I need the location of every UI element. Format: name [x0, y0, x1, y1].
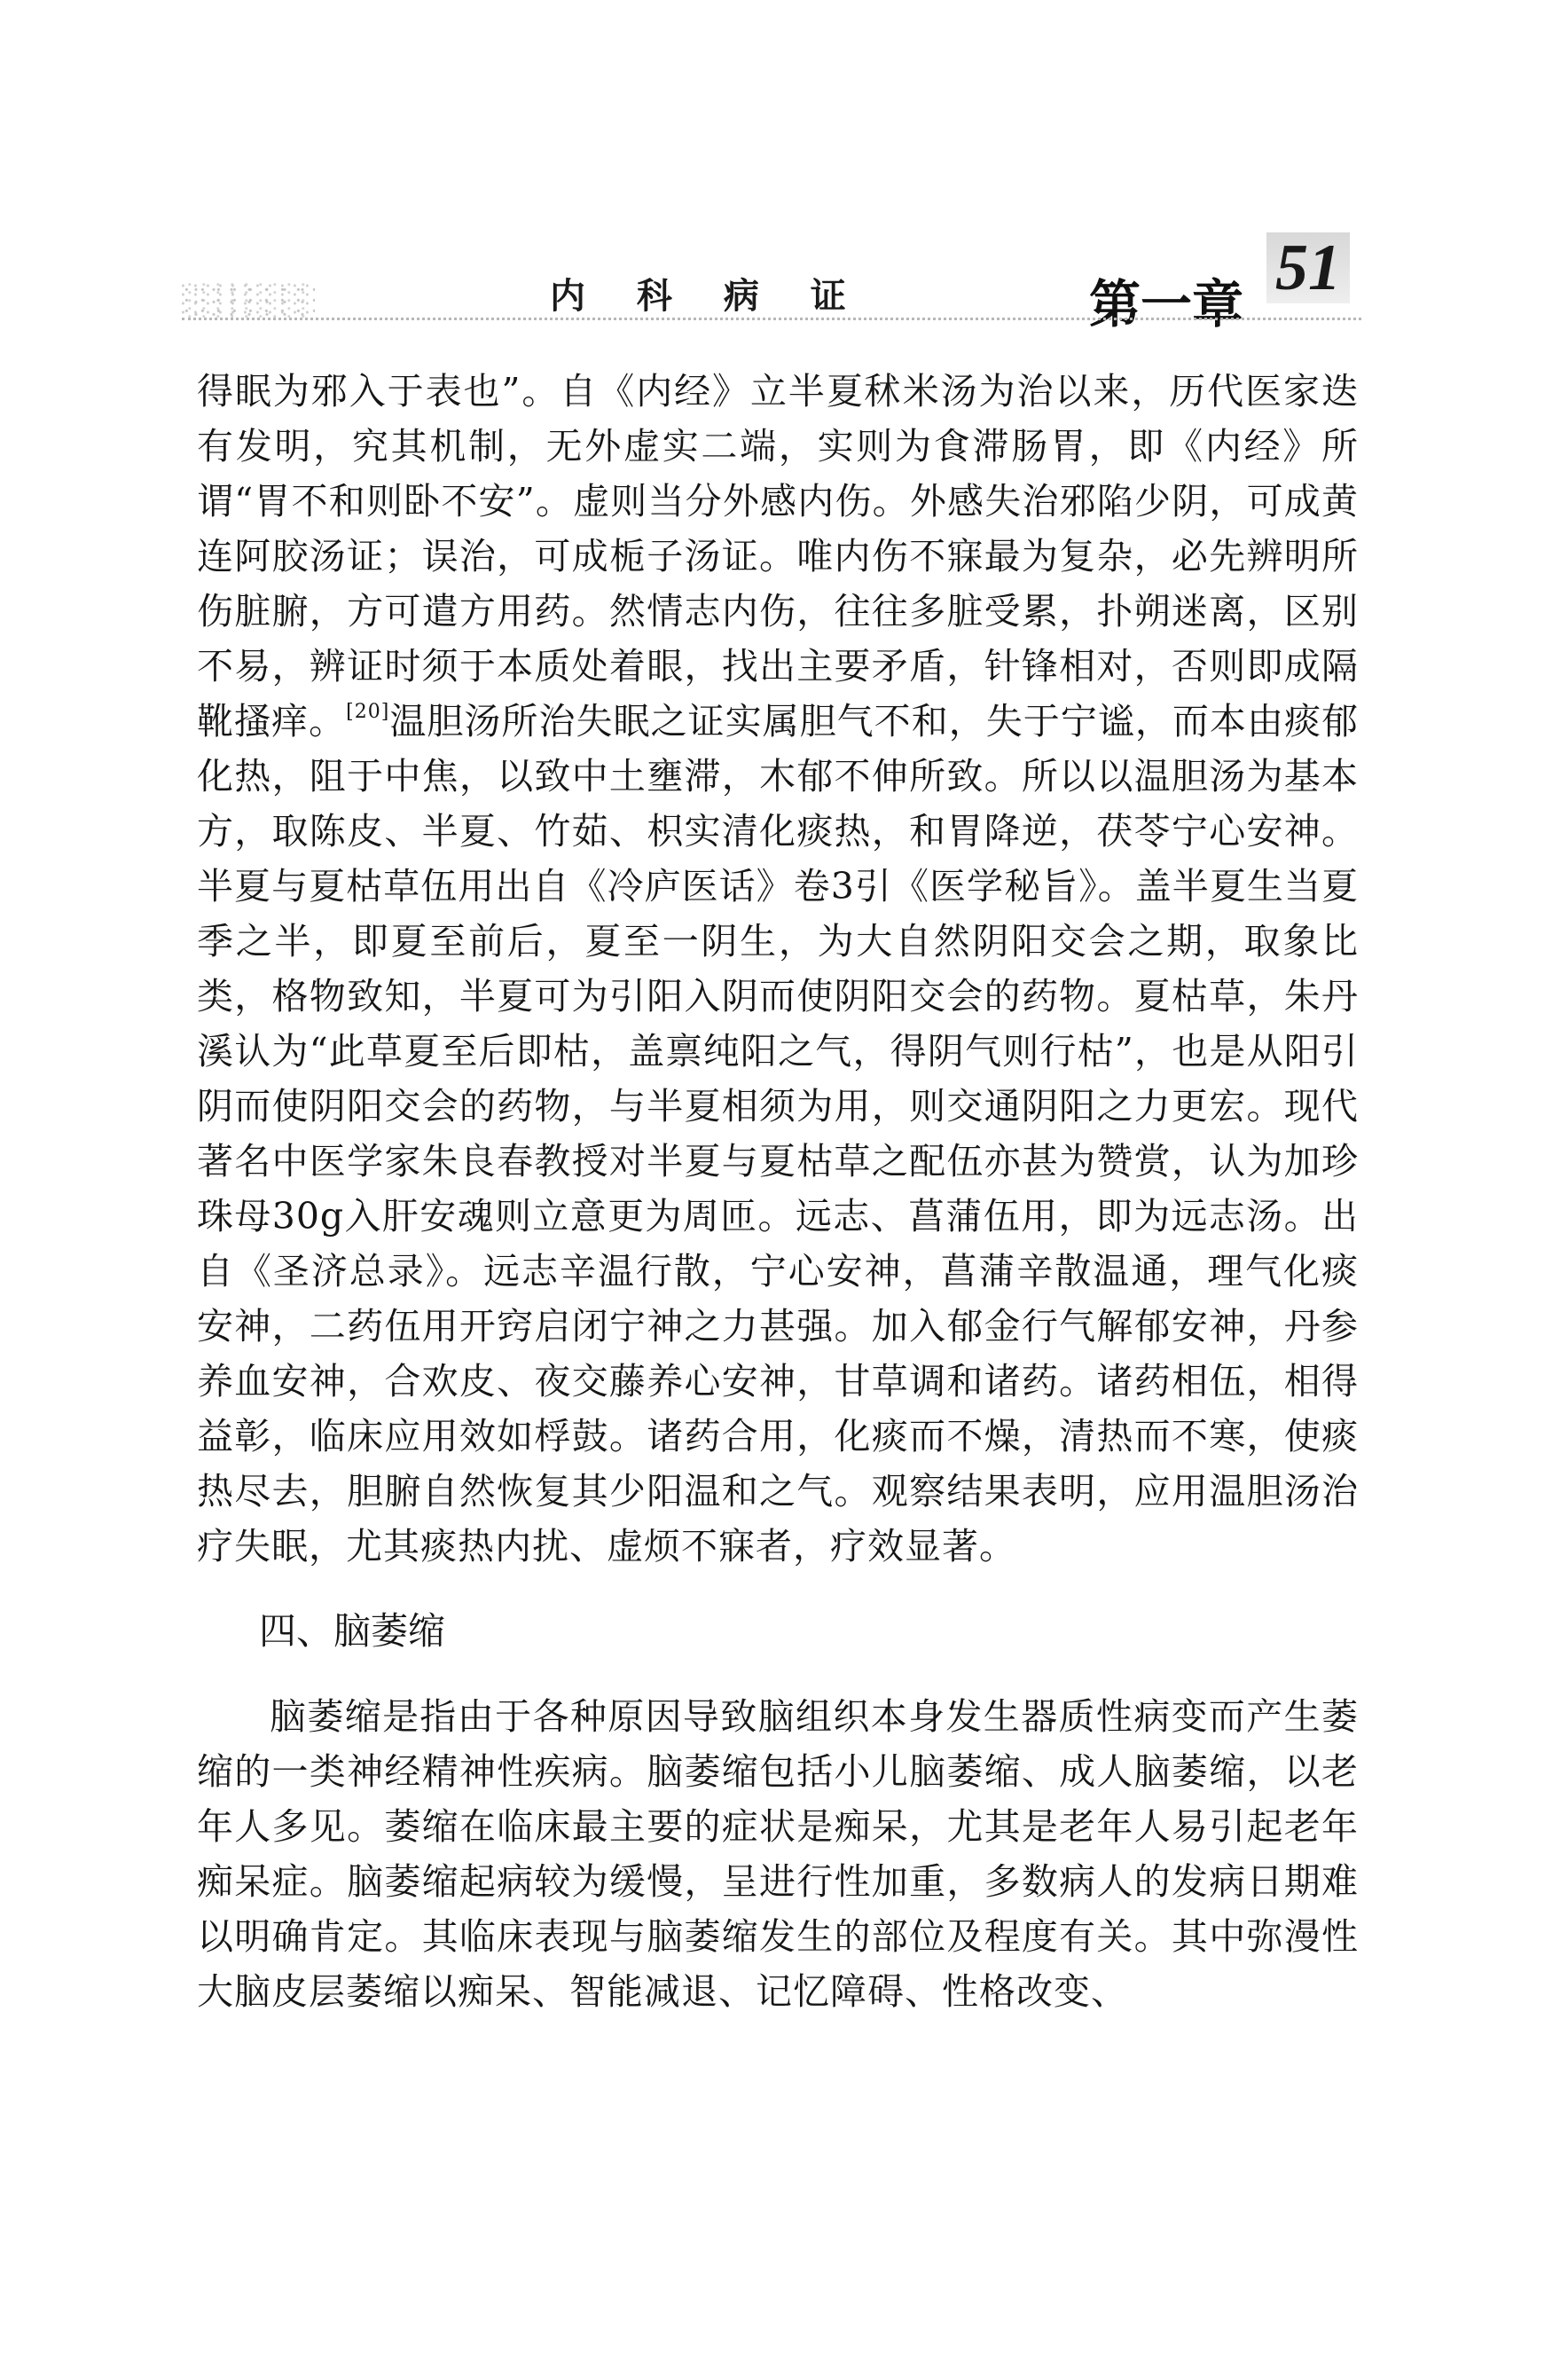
citation-marker: [20] [346, 701, 390, 723]
page-number: 51 [1266, 232, 1350, 303]
body-text [197, 364, 1359, 2019]
paragraph-insomnia-discussion [197, 364, 1359, 1574]
paragraph-text: 得眠为邪入于表也”。自《内经》立半夏秫米汤为治以来，历代医家迭有发明，究其机制，无外虚实二端，实则为食滞肠胃，即《内经》所谓“胃不和则卧不安”。虚则当分外感内伤。外感失治邪陷少阴，可成黄连阿胶汤证；误治，可成栀子汤证。唯内伤不寐最为复杂，必先辨明所伤脏腑，方可遣方用药。然情志内伤，往往多脏受累，扑朔迷离，区别不易，辨证时须于本质处着眼，找出主要矛盾，针锋相对，否则即成隔靴搔痒。 [197, 370, 1359, 742]
scan-speckle-decoration [182, 282, 315, 318]
paragraph-brain-atrophy: 脑萎缩是指由于各种原因导致脑组织本身发生器质性病变而产生萎缩的一类神经精神性疾病。脑萎缩包括小儿脑萎缩、成人脑萎缩，以老年人多见。萎缩在临床最主要的症状是痴呆，尤其是老年人易引起老年痴呆症。脑萎缩起病较为缓慢，呈进行性加重，多数病人的发病日期难以明确肯定。其临床表现与脑萎缩发生的部位及程度有关。其中弥漫性大脑皮层萎缩以痴呆、智能减退、记忆障碍、性格改变、 [197, 1695, 1359, 2013]
paragraph-text: 温胆汤所治失眠之证实属胆气不和，失于宁谧，而本由痰郁化热，阻于中焦，以致中土壅滞，木郁不伸所致。所以以温胆汤为基本方，取陈皮、半夏、竹茹、枳实清化痰热，和胃降逆，茯苓宁心安神。半夏与夏枯草伍用出自《冷庐医话》卷3引《医学秘旨》。盖半夏生当夏季之半，即夏至前后，夏至一阴生，为大自然阴阳交会之期，取象比类，格物致知，半夏可为引阳入阴而使阴阳交会的药物。夏枯草，朱丹溪认为“此草夏至后即枯，盖禀纯阳之气，得阴气则行枯”，也是从阳引阴而使阴阳交会的药物，与半夏相须为用，则交通阴阳之力更宏。现代著名中医学家朱良春教授对半夏与夏枯草之配伍亦甚为赞赏，认为加珍珠母30g入肝安魂则立意更为周匝。远志、菖蒲伍用，即为远志汤。出自《圣济总录》。远志辛温行散，宁心安神，菖蒲辛散温通，理气化痰安神，二药伍用开窍启闭宁神之力甚强。加入郁金行气解郁安神，丹参养血安神，合欢皮、夜交藤养心安神，甘草调和诸药。诸药相伍，相得益彰，临床应用效如桴鼓。诸药合用，化痰而不燥，清热而不寒，使痰热尽去，胆腑自然恢复其少阳温和之气。观察结果表明，应用温胆汤治疗失眠，尤其痰热内扰、虚烦不寐者，疗效显著。 [197, 700, 1360, 1567]
section-heading: 四、脑萎缩 [259, 1609, 446, 1653]
chapter-label: 第一章 [1089, 274, 1244, 334]
header-rule [182, 318, 1361, 320]
running-head: 内 科 病 证 [550, 276, 866, 317]
